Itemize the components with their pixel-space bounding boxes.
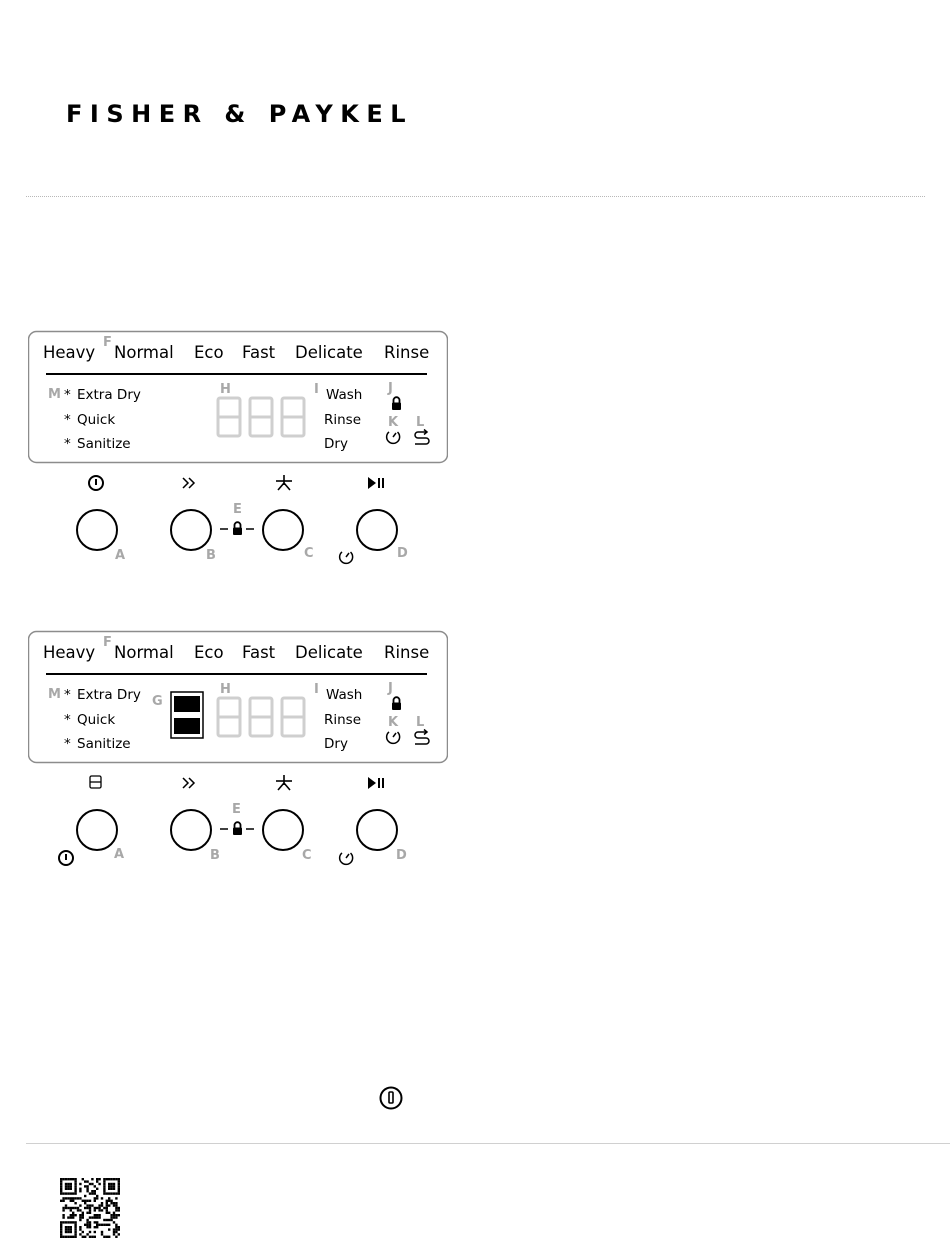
option-quick: Quick bbox=[77, 712, 116, 728]
control-panel-1 bbox=[28, 330, 448, 570]
program-normal: Normal bbox=[114, 643, 174, 662]
star-icon: * bbox=[64, 687, 71, 703]
callout-e: E bbox=[232, 802, 241, 817]
button-b[interactable] bbox=[171, 510, 211, 550]
callout-m: M bbox=[48, 387, 61, 402]
stage-dry: Dry bbox=[324, 436, 348, 452]
callout-a: A bbox=[115, 548, 126, 563]
rinse-aid-icon bbox=[415, 730, 429, 745]
control-panel-2 bbox=[28, 630, 448, 870]
button-a[interactable] bbox=[77, 810, 117, 850]
stage-rinse: Rinse bbox=[324, 712, 362, 728]
callout-d: D bbox=[397, 546, 408, 561]
callout-b: B bbox=[206, 548, 216, 563]
callout-d: D bbox=[396, 848, 407, 863]
button-b[interactable] bbox=[171, 810, 211, 850]
rinse-aid-icon bbox=[415, 430, 429, 445]
callout-g: G bbox=[152, 694, 163, 709]
program-fast: Fast bbox=[242, 343, 276, 362]
qr-code-icon[interactable] bbox=[60, 1178, 120, 1238]
option-sanitize: Sanitize bbox=[77, 436, 131, 452]
program-eco: Eco bbox=[194, 343, 224, 362]
star-icon: * bbox=[64, 436, 71, 452]
program-rinse: Rinse bbox=[384, 343, 430, 362]
double-chevron-icon bbox=[183, 778, 194, 788]
callout-h: H bbox=[220, 682, 231, 697]
double-chevron-icon bbox=[183, 478, 194, 488]
option-quick: Quick bbox=[77, 412, 116, 428]
lock-icon bbox=[392, 397, 401, 410]
program-heavy: Heavy bbox=[43, 343, 96, 362]
delay-timer-icon bbox=[340, 853, 353, 865]
star-icon bbox=[276, 475, 292, 490]
button-c[interactable] bbox=[263, 810, 303, 850]
option-extra-dry: Extra Dry bbox=[77, 387, 141, 403]
callout-c: C bbox=[304, 546, 314, 561]
button-d[interactable] bbox=[357, 510, 397, 550]
callout-f: F bbox=[103, 335, 112, 350]
callout-m: M bbox=[48, 687, 61, 702]
callout-k: K bbox=[388, 415, 399, 430]
delay-timer-icon bbox=[387, 732, 400, 744]
drawer-icon bbox=[90, 776, 101, 788]
callout-j: J bbox=[388, 381, 393, 396]
star-icon: * bbox=[64, 387, 71, 403]
callout-k: K bbox=[388, 715, 399, 730]
delay-timer-icon bbox=[387, 432, 400, 444]
stage-wash: Wash bbox=[326, 387, 363, 403]
callout-h: H bbox=[220, 382, 231, 397]
lock-icon bbox=[233, 522, 242, 535]
callout-j: J bbox=[388, 681, 393, 696]
power-icon bbox=[378, 1085, 404, 1111]
delay-timer-icon bbox=[340, 552, 353, 564]
star-icon: * bbox=[64, 412, 71, 428]
star-icon: * bbox=[64, 712, 71, 728]
seven-segment-display bbox=[218, 698, 304, 736]
callout-l: L bbox=[416, 415, 425, 430]
star-icon: * bbox=[64, 736, 71, 752]
option-extra-dry: Extra Dry bbox=[77, 687, 141, 703]
program-heavy: Heavy bbox=[43, 643, 96, 662]
power-icon bbox=[59, 851, 73, 865]
lock-icon bbox=[233, 822, 242, 835]
play-pause-icon bbox=[368, 477, 384, 489]
callout-i: I bbox=[314, 382, 319, 397]
child-lock-indicator bbox=[220, 522, 254, 535]
play-pause-icon bbox=[368, 777, 384, 789]
seven-segment-display bbox=[218, 398, 304, 436]
program-fast: Fast bbox=[242, 643, 276, 662]
option-sanitize: Sanitize bbox=[77, 736, 131, 752]
power-icon bbox=[89, 476, 103, 490]
footer-divider bbox=[26, 1143, 950, 1144]
drawer-indicator bbox=[171, 692, 203, 738]
button-c[interactable] bbox=[263, 510, 303, 550]
stage-rinse: Rinse bbox=[324, 412, 362, 428]
header-divider bbox=[26, 196, 925, 197]
callout-l: L bbox=[416, 715, 425, 730]
callout-c: C bbox=[302, 848, 312, 863]
callout-i: I bbox=[314, 682, 319, 697]
program-delicate: Delicate bbox=[295, 343, 363, 362]
button-d[interactable] bbox=[357, 810, 397, 850]
child-lock-indicator bbox=[220, 822, 254, 835]
callout-f: F bbox=[103, 635, 112, 650]
callout-b: B bbox=[210, 848, 220, 863]
program-eco: Eco bbox=[194, 643, 224, 662]
stage-dry: Dry bbox=[324, 736, 348, 752]
callout-e: E bbox=[233, 502, 242, 517]
button-a[interactable] bbox=[77, 510, 117, 550]
program-rinse: Rinse bbox=[384, 643, 430, 662]
program-normal: Normal bbox=[114, 343, 174, 362]
lock-icon bbox=[392, 697, 401, 710]
callout-a: A bbox=[114, 847, 125, 862]
stage-wash: Wash bbox=[326, 687, 363, 703]
brand-logo: FISHER & PAYKEL bbox=[66, 100, 414, 128]
program-delicate: Delicate bbox=[295, 643, 363, 662]
star-icon bbox=[276, 775, 292, 790]
